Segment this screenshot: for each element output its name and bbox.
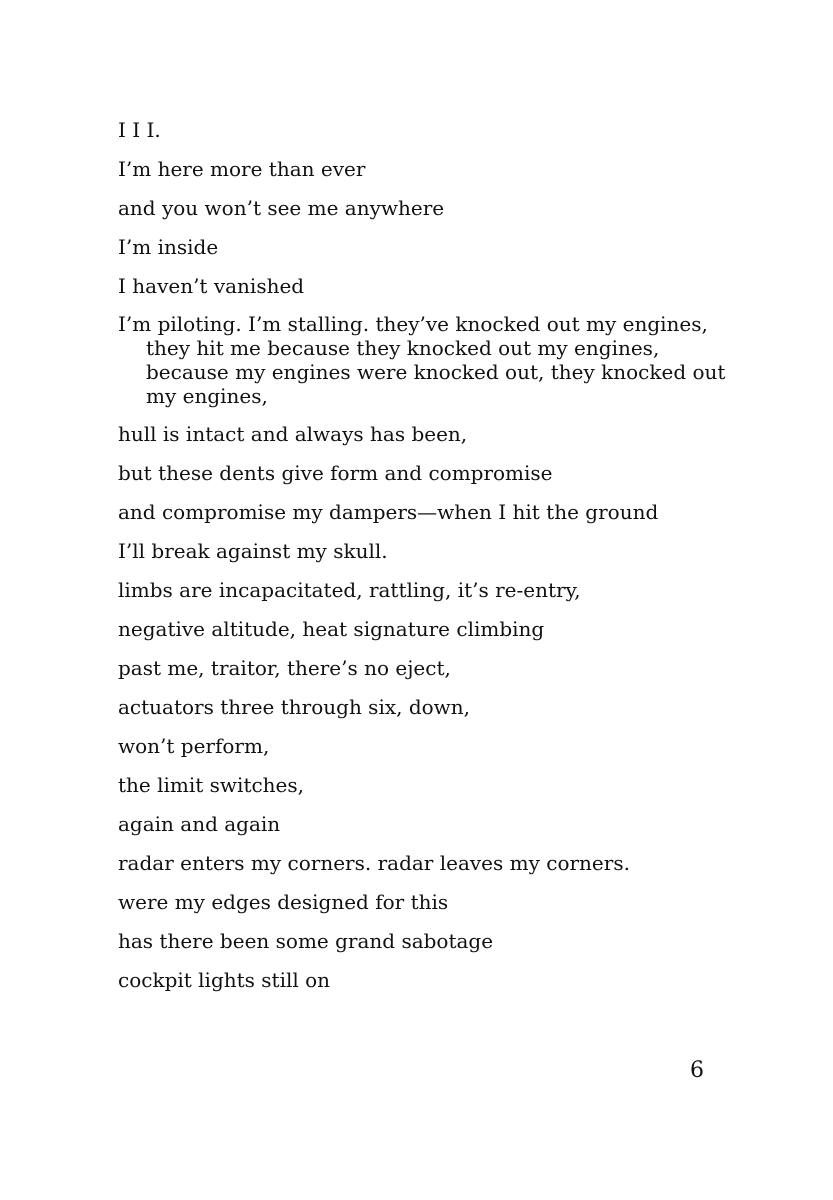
poem-line: radar enters my corners. radar leaves my corners.: [118, 851, 630, 875]
poem-line: negative altitude, heat signature climbing: [118, 617, 545, 641]
long-stanza-first-line: I’m piloting. I’m stalling. they’ve knocked out my engines,: [118, 312, 708, 336]
poem-line: I’m here more than ever: [118, 157, 366, 181]
poem-line: won’t perform,: [118, 734, 270, 758]
poem-line: I haven’t vanished: [118, 274, 305, 298]
poem-line: has there been some grand sabotage: [118, 929, 494, 953]
poem-line: again and again: [118, 812, 281, 836]
poem-line: cockpit lights still on: [118, 968, 331, 992]
long-stanza-continuation: they hit me because they knocked out my engines,: [146, 336, 660, 360]
poem-line: and you won’t see me anywhere: [118, 196, 445, 220]
poem-line: and compromise my dampers—when I hit the ground: [118, 500, 659, 524]
poem-line: actuators three through six, down,: [118, 695, 471, 719]
poem-line: past me, traitor, there’s no eject,: [118, 656, 451, 680]
poem-line: were my edges designed for this: [118, 890, 449, 914]
poem-line: but these dents give form and compromise: [118, 461, 553, 485]
poem-line: hull is intact and always has been,: [118, 422, 468, 446]
poem-line: I’m inside: [118, 235, 219, 259]
long-stanza: [118, 312, 726, 408]
page-number: 6: [690, 1058, 704, 1083]
poem-line: the limit switches,: [118, 773, 305, 797]
poem-body: [118, 117, 726, 1006]
long-stanza-continuation: my engines,: [146, 384, 268, 408]
poem-line: I’ll break against my skull.: [118, 539, 388, 563]
poem-line: limbs are incapacitated, rattling, it’s re-entry,: [118, 578, 581, 602]
section-heading: I I I.: [118, 118, 161, 142]
long-stanza-continuation: because my engines were knocked out, they knocked out: [146, 360, 726, 384]
